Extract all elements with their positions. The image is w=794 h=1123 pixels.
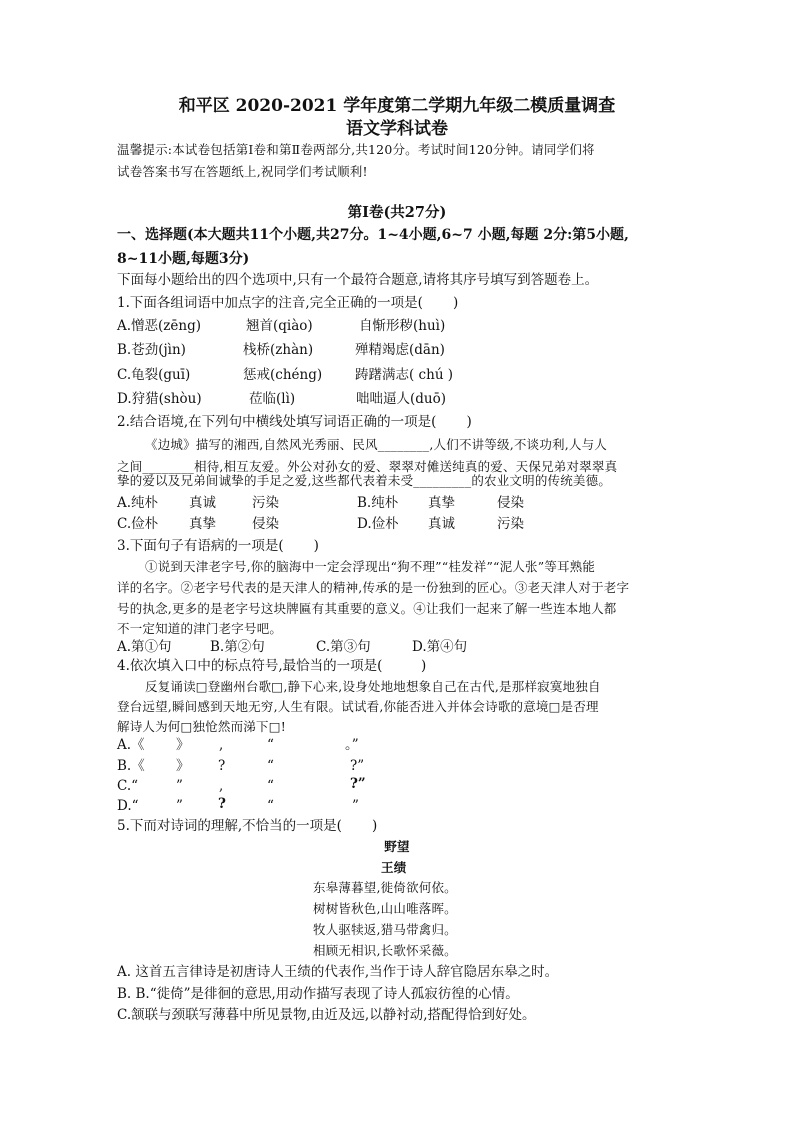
- notice-line-1: 温馨提示:本试卷包括第Ⅰ卷和第Ⅱ卷两部分,共120分。考试时间120分钟。请同学们将: [117, 142, 595, 157]
- q2-passage-line-3: 挚的爱以及兄弟间诚挚的手足之爱,这些都代表着未受_________的农业文明的传统美德。: [117, 473, 612, 488]
- q1-option-a-1: A.憎恶(zēng): [117, 318, 202, 334]
- q4-option-b-1: B.《: [117, 758, 145, 774]
- q5-option-c: C.颔联与颈联写薄暮中所见景物,由近及远,以静衬动,搭配得恰到好处。: [117, 1007, 536, 1023]
- q2-option-c-3: 侵染: [252, 516, 279, 532]
- q4-option-a-4: “: [267, 737, 274, 753]
- q2-option-b-3: 侵染: [497, 495, 524, 511]
- q1-option-b-1: B.苍劲(jìn): [117, 342, 186, 358]
- q1-option-b-2: 栈桥(zhàn): [243, 342, 314, 358]
- q4-option-d-5: ”: [352, 798, 359, 814]
- instruction-text: 下面每小题给出的四个选项中,只有一个最符合题意,请将其序号填写到答题卷上。: [117, 272, 599, 288]
- poem-line-1: 东皋薄暮望,徙倚欲何依。: [313, 880, 457, 895]
- q4-option-d-1: D.“: [117, 798, 139, 814]
- q2-option-d-3: 污染: [497, 516, 524, 532]
- q1-option-a-2: 翘首(qiào): [246, 318, 313, 334]
- q2-option-a-3: 污染: [252, 495, 279, 511]
- q3-passage-line-4: 不一定知道的津门老字号吧。: [117, 621, 283, 636]
- q2-passage-line-1: 《边城》描写的湘西,自然风光秀丽、民风________,人们不讲等级,不谈功利,人与人: [145, 437, 607, 452]
- q4-option-d-2: ”: [176, 798, 183, 814]
- q2-option-b-2: 真挚: [428, 495, 455, 511]
- q1-option-d-3: 咄咄逼人(duō): [356, 391, 446, 407]
- q3-passage-line-1: ①说到天津老字号,你的脑海中一定会浮现出“狗不理”“桂发祥”“泥人张”等耳熟能: [145, 559, 596, 574]
- q1-option-a-3: 自惭形秽(huì): [359, 318, 446, 334]
- q4-stem: 4.依次填入口中的标点符号,最恰当的一项是( ): [117, 658, 427, 674]
- q3-option-d: D.第④句: [412, 639, 468, 655]
- section-heading-line-1: 一、选择题(本大题共11个小题,共27分。1~4小题,6~7 小题,每题 2分:第5小题,: [117, 227, 629, 243]
- q4-passage-line-2: 登台远望,瞬间感到天地无穷,人生有限。试试看,你能否进入并体会诗歌的意境□是否理: [117, 699, 599, 714]
- q1-option-c-3: 踌躇满志( chú ): [355, 367, 454, 383]
- q1-option-b-3: 殚精竭虑(dān): [355, 342, 445, 358]
- q4-option-d-4: “: [267, 798, 274, 814]
- q2-option-b-1: B.纯朴: [357, 495, 399, 511]
- q4-option-b-5: ?”: [350, 758, 365, 774]
- q1-stem: 1.下面各组词语中加点字的注音,完全正确的一项是( ): [117, 295, 459, 311]
- exam-subtitle: 语文学科试卷: [346, 119, 448, 139]
- q5-option-b: B. B.“徙倚”是徘徊的意思,用动作描写表现了诗人孤寂彷徨的心情。: [117, 986, 519, 1002]
- part-heading: 第Ⅰ卷(共27分): [347, 204, 447, 221]
- q4-option-c-5: ?”: [350, 776, 366, 792]
- q4-option-a-1: A.《: [117, 737, 145, 753]
- q1-option-d-1: D.狩猎(shòu): [117, 391, 202, 407]
- q4-option-a-5: 。”: [345, 737, 359, 753]
- q4-option-b-2: 》: [176, 758, 190, 774]
- q4-option-c-4: “: [267, 778, 274, 794]
- poem-line-2: 树树皆秋色,山山唯落晖。: [313, 901, 457, 916]
- q2-option-a-2: 真诚: [189, 495, 216, 511]
- q4-passage-line-1: 反复诵读□登幽州台歌□,静下心来,设身处地地想象自己在古代,是那样寂寞地独自: [145, 679, 601, 694]
- poem-author: 王绩: [381, 860, 407, 875]
- section-heading-line-2: 8~11小题,每题3分): [117, 251, 250, 267]
- q4-option-d-3: ?: [218, 796, 226, 812]
- q3-passage-line-3: 号的执念,更多的是老字号这块牌匾有其重要的意义。④让我们一起来了解一些连本地人都: [117, 601, 617, 616]
- q5-stem: 5.下而对诗词的理解,不恰当的一项是( ): [117, 818, 378, 834]
- q2-passage-line-2: 之间________相待,相互友爱。外公对孙女的爱、翠翠对傩送纯真的爱、天保兄弟对翠翠真: [117, 459, 618, 474]
- q3-passage-line-2: 详的名字。②老字号代表的是天津人的精神,传承的是一份独到的匠心。③老天津人对于老字: [117, 580, 630, 595]
- q3-option-b: B.第②句: [210, 639, 265, 655]
- q1-option-c-1: C.龟裂(guī): [117, 367, 191, 383]
- exam-title: 和平区 2020-2021 学年度第二学期九年级二模质量调查: [178, 96, 616, 116]
- q4-option-c-1: C.“: [117, 778, 139, 794]
- q3-option-a: A.第①句: [117, 639, 172, 655]
- q2-stem: 2.结合语境,在下列句中横线处填写词语正确的一项是( ): [117, 414, 472, 430]
- q4-option-a-3: ,: [219, 737, 224, 753]
- poem-line-4: 相顾无相识,长歌怀采薇。: [313, 943, 457, 958]
- q4-option-c-2: ”: [176, 778, 183, 794]
- q4-option-b-3: ?: [218, 758, 226, 774]
- q3-option-c: C.第③句: [316, 639, 371, 655]
- q1-option-d-2: 莅临(lì): [249, 391, 296, 407]
- q4-option-b-4: “: [267, 758, 274, 774]
- q5-option-a: A. 这首五言律诗是初唐诗人王绩的代表作,当作于诗人辞官隐居东皋之时。: [117, 964, 559, 980]
- q2-option-d-2: 真诚: [428, 516, 455, 532]
- notice-line-2: 试卷答案书写在答题纸上,祝同学们考试顺利!: [117, 164, 368, 179]
- q4-option-a-2: 》: [176, 737, 190, 753]
- q1-option-c-2: 惩戒(chéng): [243, 367, 323, 383]
- q2-option-a-1: A.纯朴: [117, 495, 159, 511]
- q4-passage-line-3: 解诗人为何□独怆然而涕下□!: [117, 719, 286, 734]
- q2-option-c-2: 真挚: [189, 516, 216, 532]
- poem-title: 野望: [384, 839, 410, 854]
- q2-option-c-1: C.俭朴: [117, 516, 159, 532]
- q4-option-c-3: ,: [219, 778, 224, 794]
- q2-option-d-1: D.俭朴: [357, 516, 399, 532]
- poem-line-3: 牧人驱犊返,猎马带禽归。: [313, 922, 457, 937]
- q3-stem: 3.下面句子有语病的一项是( ): [117, 538, 319, 554]
